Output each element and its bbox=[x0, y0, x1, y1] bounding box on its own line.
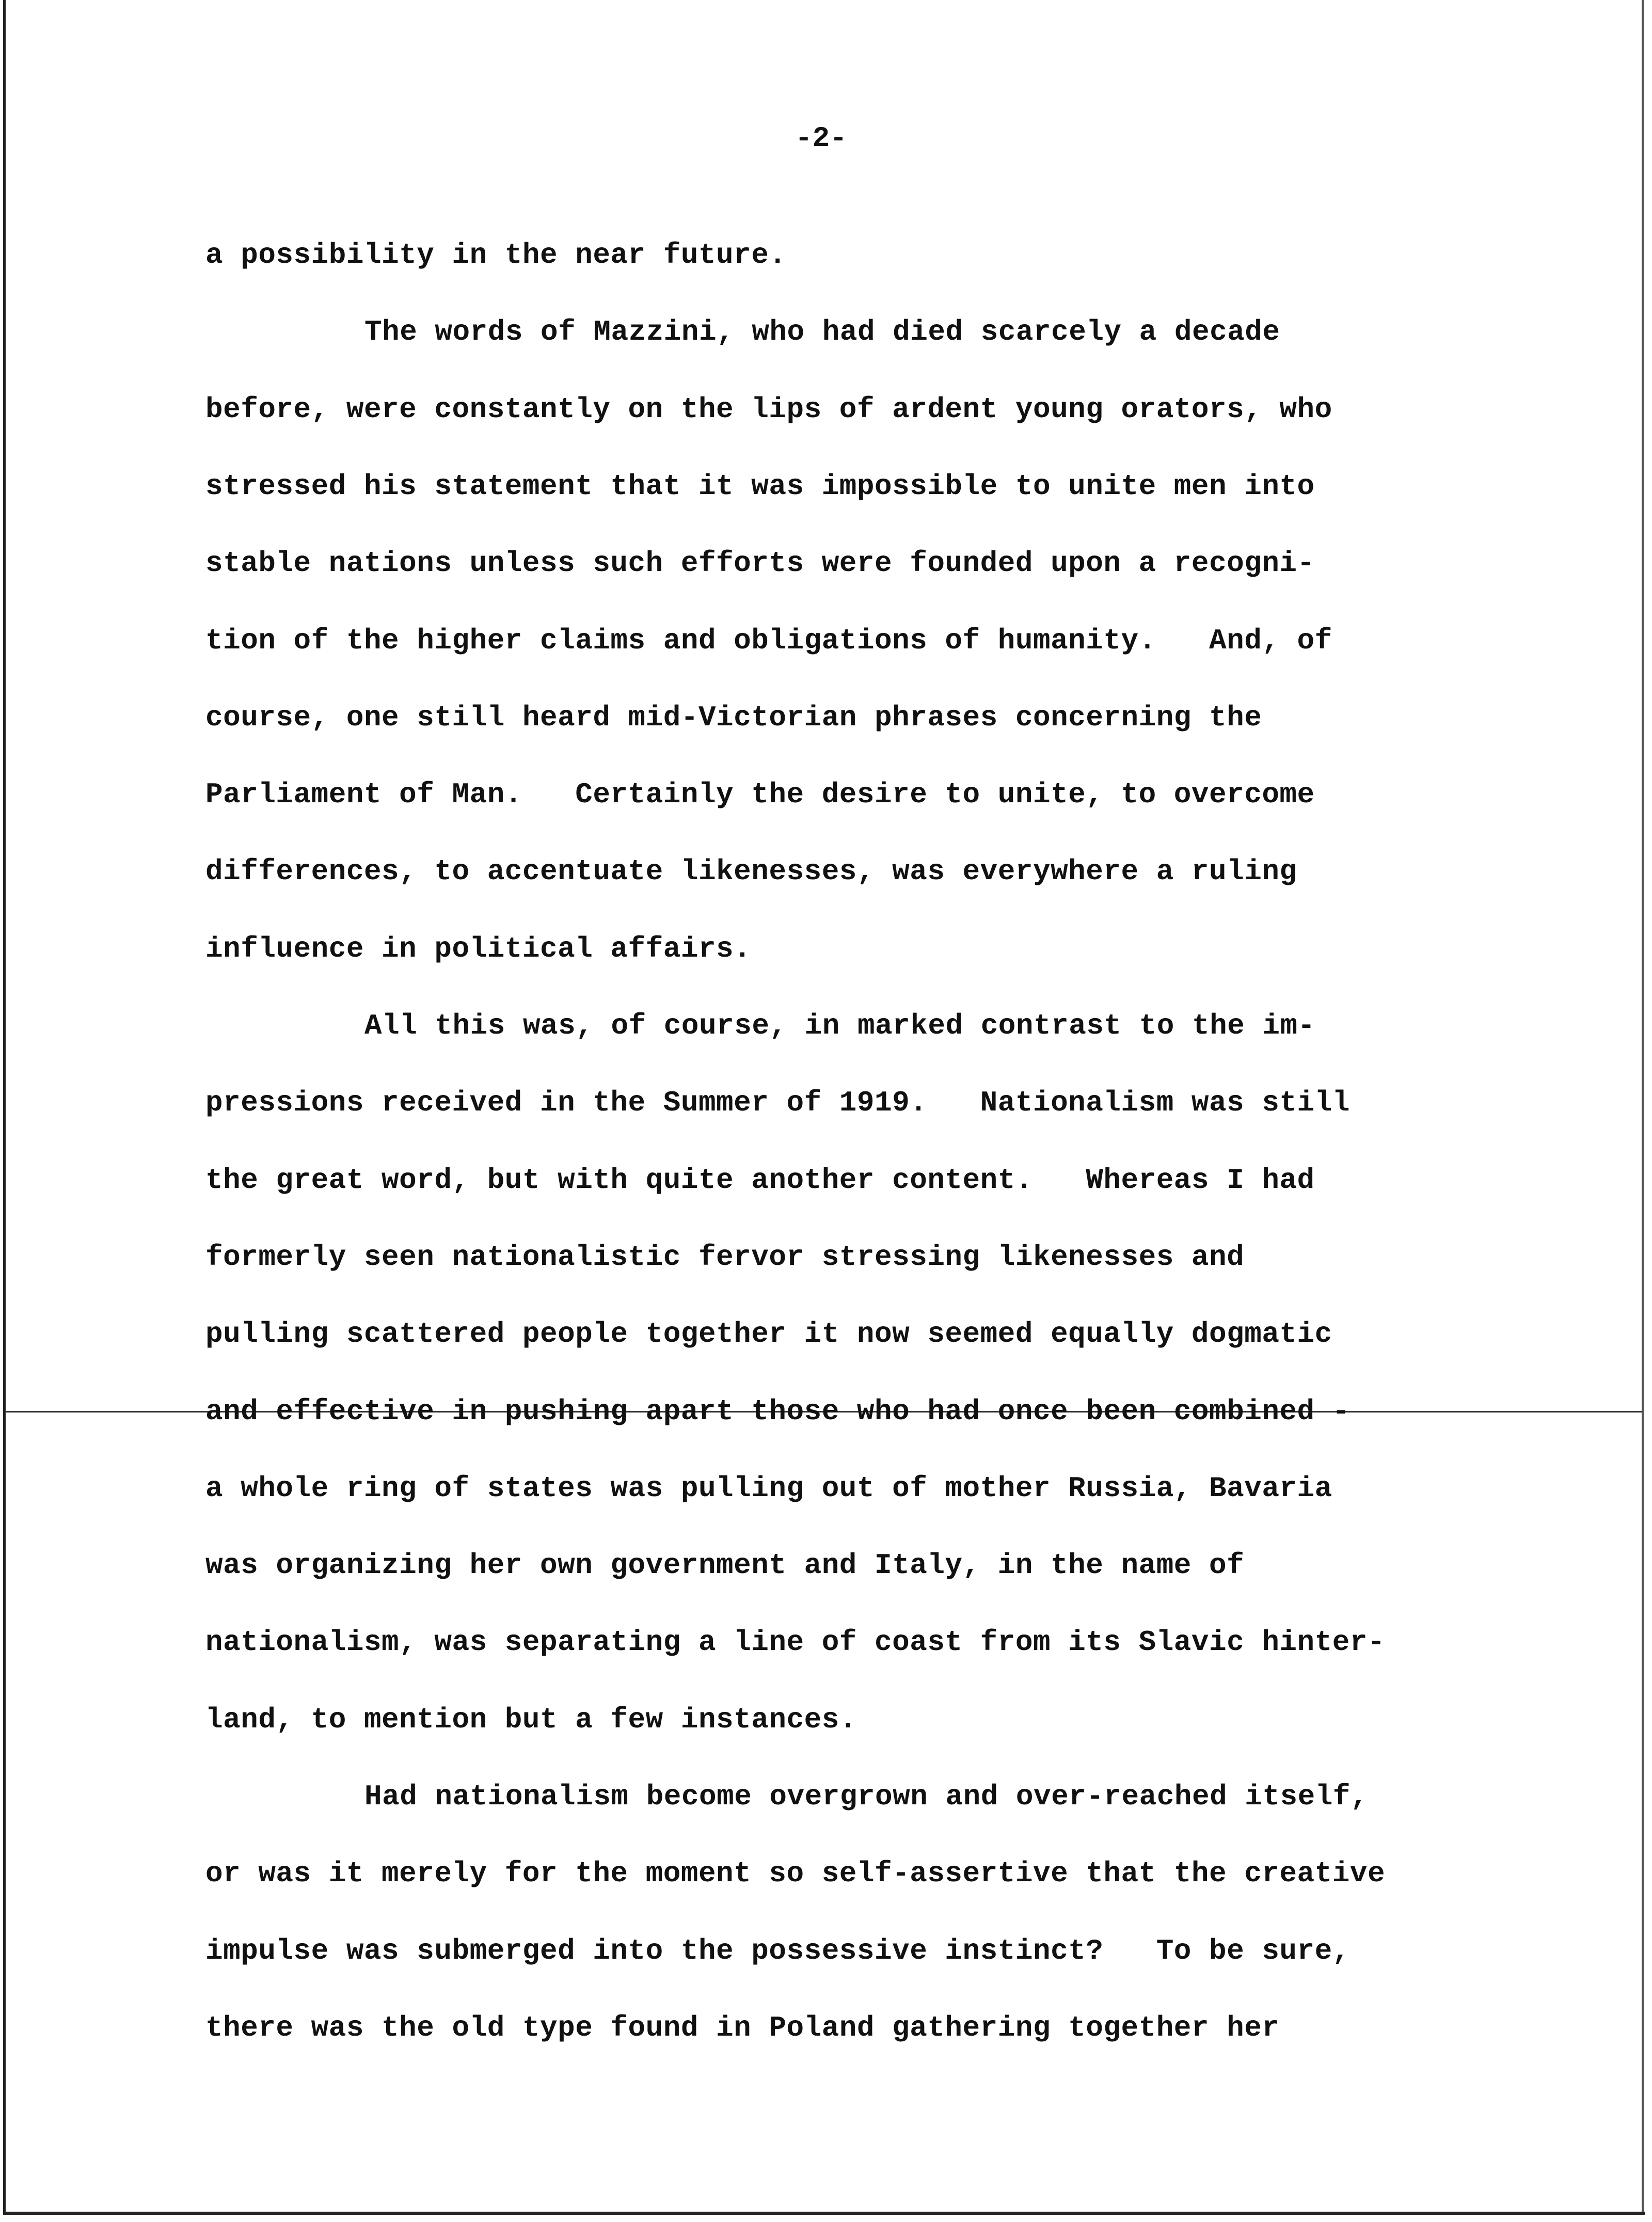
text-line: there was the old type found in Poland gathering together her bbox=[205, 2011, 1280, 2044]
text-line: pulling scattered people together it now seemed equally dogmatic bbox=[205, 1318, 1332, 1351]
text-line: a whole ring of states was pulling out of mother Russia, Bavaria bbox=[205, 1472, 1332, 1505]
text-line: stressed his statement that it was impossible to unite men into bbox=[205, 470, 1315, 503]
text-line: a possibility in the near future. bbox=[205, 239, 787, 272]
text-line: and effective in pushing apart those who had once been combined - bbox=[205, 1395, 1350, 1428]
text-line: pressions received in the Summer of 1919. Nationalism was still bbox=[205, 1086, 1350, 1119]
text-line: Had nationalism become overgrown and over-reached itself, bbox=[364, 1780, 1369, 1813]
text-line: influence in political affairs. bbox=[205, 932, 752, 965]
text-line: land, to mention but a few instances. bbox=[205, 1703, 857, 1736]
text-line: tion of the higher claims and obligations of humanity. And, of bbox=[205, 624, 1332, 657]
text-line: Parliament of Man. Certainly the desire to unite, to overcome bbox=[205, 778, 1315, 811]
text-line: or was it merely for the moment so self-assertive that the creative bbox=[205, 1857, 1386, 1890]
text-line: differences, to accentuate likenesses, was everywhere a ruling bbox=[205, 855, 1297, 888]
text-line: All this was, of course, in marked contrast to the im- bbox=[364, 1009, 1315, 1042]
text-line: nationalism, was separating a line of coast from its Slavic hinter- bbox=[205, 1626, 1386, 1659]
text-line: The words of Mazzini, who had died scarcely a decade bbox=[364, 315, 1280, 348]
page-edge-right bbox=[1642, 0, 1644, 2215]
page-edge-bottom bbox=[3, 2212, 1645, 2215]
text-line: formerly seen nationalistic fervor stressing likenesses and bbox=[205, 1241, 1245, 1274]
text-line: course, one still heard mid-Victorian phrases concerning the bbox=[205, 701, 1262, 734]
text-line: stable nations unless such efforts were founded upon a recogni- bbox=[205, 547, 1315, 580]
text-line: impulse was submerged into the possessive instinct? To be sure, bbox=[205, 1934, 1350, 1967]
text-line: was organizing her own government and Italy, in the name of bbox=[205, 1549, 1245, 1582]
page-number: -2- bbox=[795, 122, 847, 155]
text-line: before, were constantly on the lips of ardent young orators, who bbox=[205, 393, 1332, 426]
text-line: the great word, but with quite another content. Whereas I had bbox=[205, 1164, 1315, 1197]
page-edge-left bbox=[3, 0, 6, 2215]
